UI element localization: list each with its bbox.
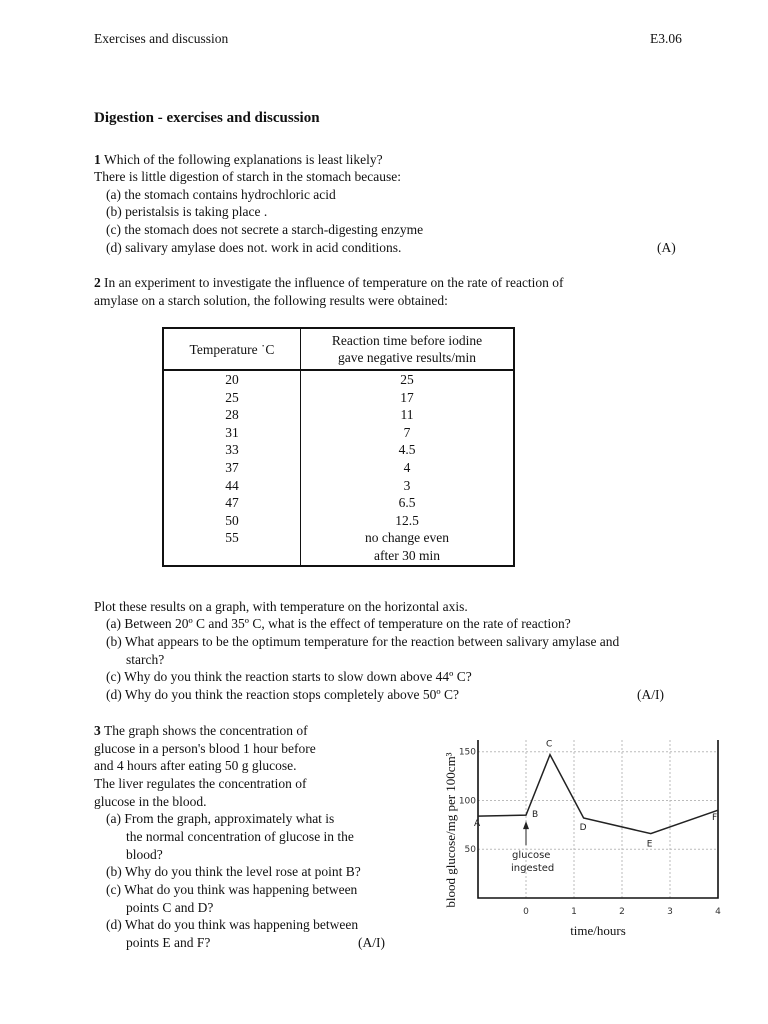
- cell-reaction-time: after 30 min: [301, 547, 515, 566]
- q2-part: (d) Why do you think the reaction stops completely above 50º C?: [106, 687, 459, 702]
- cell-temperature: 28: [163, 406, 301, 424]
- cell-temperature: 20: [163, 370, 301, 389]
- y-tick-label: 100: [458, 796, 476, 807]
- cell-reaction-time: 17: [301, 389, 515, 407]
- q2-part: starch?: [126, 652, 165, 667]
- q1-number: 1: [94, 152, 101, 167]
- page-title: Digestion - exercises and discussion: [94, 110, 320, 126]
- annotation: glucose: [512, 850, 551, 861]
- point-label-E: E: [646, 839, 653, 850]
- cell-reaction-time: 6.5: [301, 494, 515, 512]
- header-line: Reaction time before iodine: [331, 333, 483, 348]
- q1-option: (a) the stomach contains hydrochloric acid: [106, 187, 336, 202]
- cell-temperature: 47: [163, 494, 301, 512]
- q1-text: There is little digestion of starch in the stomach because:: [94, 169, 402, 184]
- cell-temperature: 25: [163, 389, 301, 407]
- q2-part: (a) Between 20º C and 35º C, what is the effect of temperature on the rate of reaction?: [106, 616, 571, 631]
- q3-tag: (A/I): [358, 935, 385, 950]
- cell-reaction-time: 25: [301, 370, 515, 389]
- cell-reaction-time: 4: [301, 459, 515, 477]
- q3-part: points C and D?: [126, 900, 214, 915]
- q1-tag: (A): [657, 240, 676, 255]
- q3-part: (c) What do you think was happening between: [106, 882, 358, 897]
- x-tick-label: 1: [571, 907, 577, 917]
- header-left: Exercises and discussion: [94, 31, 229, 46]
- q2-tag: (A/I): [637, 687, 664, 702]
- q3-text: The graph shows the concentration of: [104, 723, 308, 738]
- cell-reaction-time: 3: [301, 477, 515, 495]
- x-tick-label: 3: [667, 907, 673, 917]
- q2-number: 2: [94, 275, 101, 290]
- q2-part: (c) Why do you think the reaction starts to slow down above 44º C?: [106, 669, 472, 684]
- y-axis-label: blood glucose/mg per 100cm³: [443, 752, 458, 908]
- point-label-B: B: [532, 810, 539, 821]
- x-tick-label: 4: [715, 907, 721, 917]
- q3-part: points E and F?: [126, 935, 211, 950]
- q2-text: In an experiment to investigate the influence of temperature on the rate of reaction of: [104, 275, 564, 290]
- q1-option: (d) salivary amylase does not. work in acid conditions.: [106, 240, 402, 255]
- q3-number: 3: [94, 723, 101, 738]
- cell-temperature: 31: [163, 424, 301, 442]
- x-axis-label: time/hours: [570, 923, 626, 938]
- arrow-head-icon: [523, 821, 529, 829]
- q3-part: blood?: [126, 847, 163, 862]
- x-tick-label: 2: [619, 907, 625, 917]
- header-right: E3.06: [650, 31, 682, 46]
- point-label-F: F: [712, 813, 718, 824]
- y-tick-label: 50: [464, 845, 476, 856]
- cell-reaction-time: 12.5: [301, 512, 515, 530]
- cell-temperature: 37: [163, 459, 301, 477]
- y-tick-label: 150: [458, 747, 476, 758]
- q3-text: glucose in the blood.: [94, 794, 207, 809]
- cell-reaction-time: 4.5: [301, 441, 515, 459]
- point-label-A: A: [474, 819, 481, 830]
- plot-frame: [478, 740, 718, 898]
- x-tick-label: 0: [523, 907, 529, 917]
- q3-text: glucose in a person's blood 1 hour before: [94, 741, 316, 756]
- glucose-line: [478, 755, 718, 834]
- point-label-D: D: [579, 823, 587, 834]
- q2-instruction: Plot these results on a graph, with temperature on the horizontal axis.: [94, 599, 468, 614]
- cell-reaction-time: 7: [301, 424, 515, 442]
- cell-temperature: 55: [163, 529, 301, 547]
- header-temperature: Temperature ˙C: [163, 328, 301, 370]
- header-line: gave negative results/min: [338, 350, 476, 365]
- q3-text: and 4 hours after eating 50 g glucose.: [94, 758, 297, 773]
- cell-temperature: 50: [163, 512, 301, 530]
- q3-part: the normal concentration of glucose in the: [126, 829, 354, 844]
- annotation: ingested: [511, 863, 555, 874]
- cell-reaction-time: 11: [301, 406, 515, 424]
- cell-reaction-time: no change even: [301, 529, 515, 547]
- q3-part: (a) From the graph, approximately what is: [106, 811, 335, 826]
- q3-part: (d) What do you think was happening between: [106, 917, 359, 932]
- cell-temperature: 33: [163, 441, 301, 459]
- q3-part: (b) Why do you think the level rose at point B?: [106, 864, 361, 879]
- q2-part: (b) What appears to be the optimum temperature for the reaction between salivary amylase and: [106, 634, 620, 649]
- q1-option: (c) the stomach does not secrete a starch-digesting enzyme: [106, 222, 424, 237]
- point-label-C: C: [546, 739, 553, 750]
- q1-text: Which of the following explanations is least likely?: [104, 152, 383, 167]
- q3-text: The liver regulates the concentration of: [94, 776, 307, 791]
- cell-temperature: 44: [163, 477, 301, 495]
- q1-option: (b) peristalsis is taking place .: [106, 204, 268, 219]
- q2-text: amylase on a starch solution, the following results were obtained:: [94, 293, 448, 308]
